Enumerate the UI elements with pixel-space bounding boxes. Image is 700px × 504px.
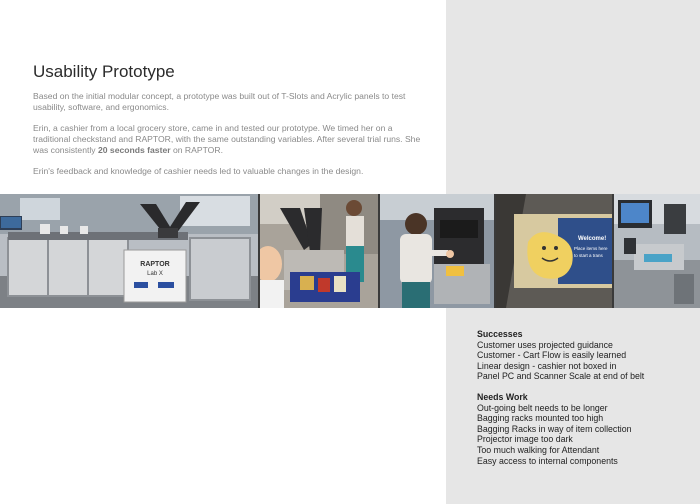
list-item: Customer uses projected guidance — [477, 339, 613, 350]
test-text-before: Erin, a cashier from a local grocery store, came in and tested our prototype. We timed her on a traditional checkstand and RAPTOR, with the same outstanding variables. After several trial runs. She was consistently — [33, 123, 421, 155]
photo-strip — [0, 194, 700, 308]
needs-work-list — [477, 403, 692, 467]
screen-text-line1: Welcome! — [578, 236, 607, 242]
needs-work-heading: Needs Work — [477, 391, 528, 402]
test-paragraph — [33, 123, 423, 156]
list-item: Bagging Racks in way of item collection — [477, 423, 632, 434]
test-text-highlight: 20 seconds faster — [97, 145, 171, 155]
intro-paragraph: Based on the initial modular concept, a prototype was built out of T-Slots and Acrylic panels to test usability, software, and ergonomics. — [33, 91, 406, 112]
photo-raptor-prototype — [0, 194, 258, 308]
photo-cashier-cart — [260, 194, 378, 308]
successes-heading: Successes — [477, 329, 523, 339]
photo-terminal-scanner — [614, 194, 700, 308]
photo-cashier-scanning — [380, 194, 494, 308]
successes-list — [477, 340, 692, 382]
screen-text-line2: Place items here — [574, 246, 608, 251]
test-text-after: on RAPTOR. — [170, 145, 223, 155]
raptor-sign-line2: Lab X — [147, 271, 163, 277]
page-title: Usability Prototype — [33, 62, 175, 81]
list-item: Out-going belt needs to be longer — [477, 402, 608, 413]
feedback-paragraph: Erin's feedback and knowledge of cashier needs led to valuable changes in the design. — [33, 166, 364, 176]
list-item: Too much walking for Attendant — [477, 444, 600, 455]
screen-text-line3: to start a trans — [574, 253, 603, 258]
raptor-sign-line1: RAPTOR — [140, 261, 170, 268]
list-item: Projector image too dark — [477, 434, 573, 445]
list-item: Bagging racks mounted too high — [477, 413, 604, 424]
list-item: Easy access to internal components — [477, 455, 618, 466]
list-item: Panel PC and Scanner Scale at end of belt — [477, 371, 645, 382]
list-item: Customer - Cart Flow is easily learned — [477, 350, 627, 361]
photo-projected-screen — [496, 194, 612, 308]
list-item: Linear design - cashier not boxed in — [477, 360, 617, 371]
notes-section — [477, 329, 692, 466]
